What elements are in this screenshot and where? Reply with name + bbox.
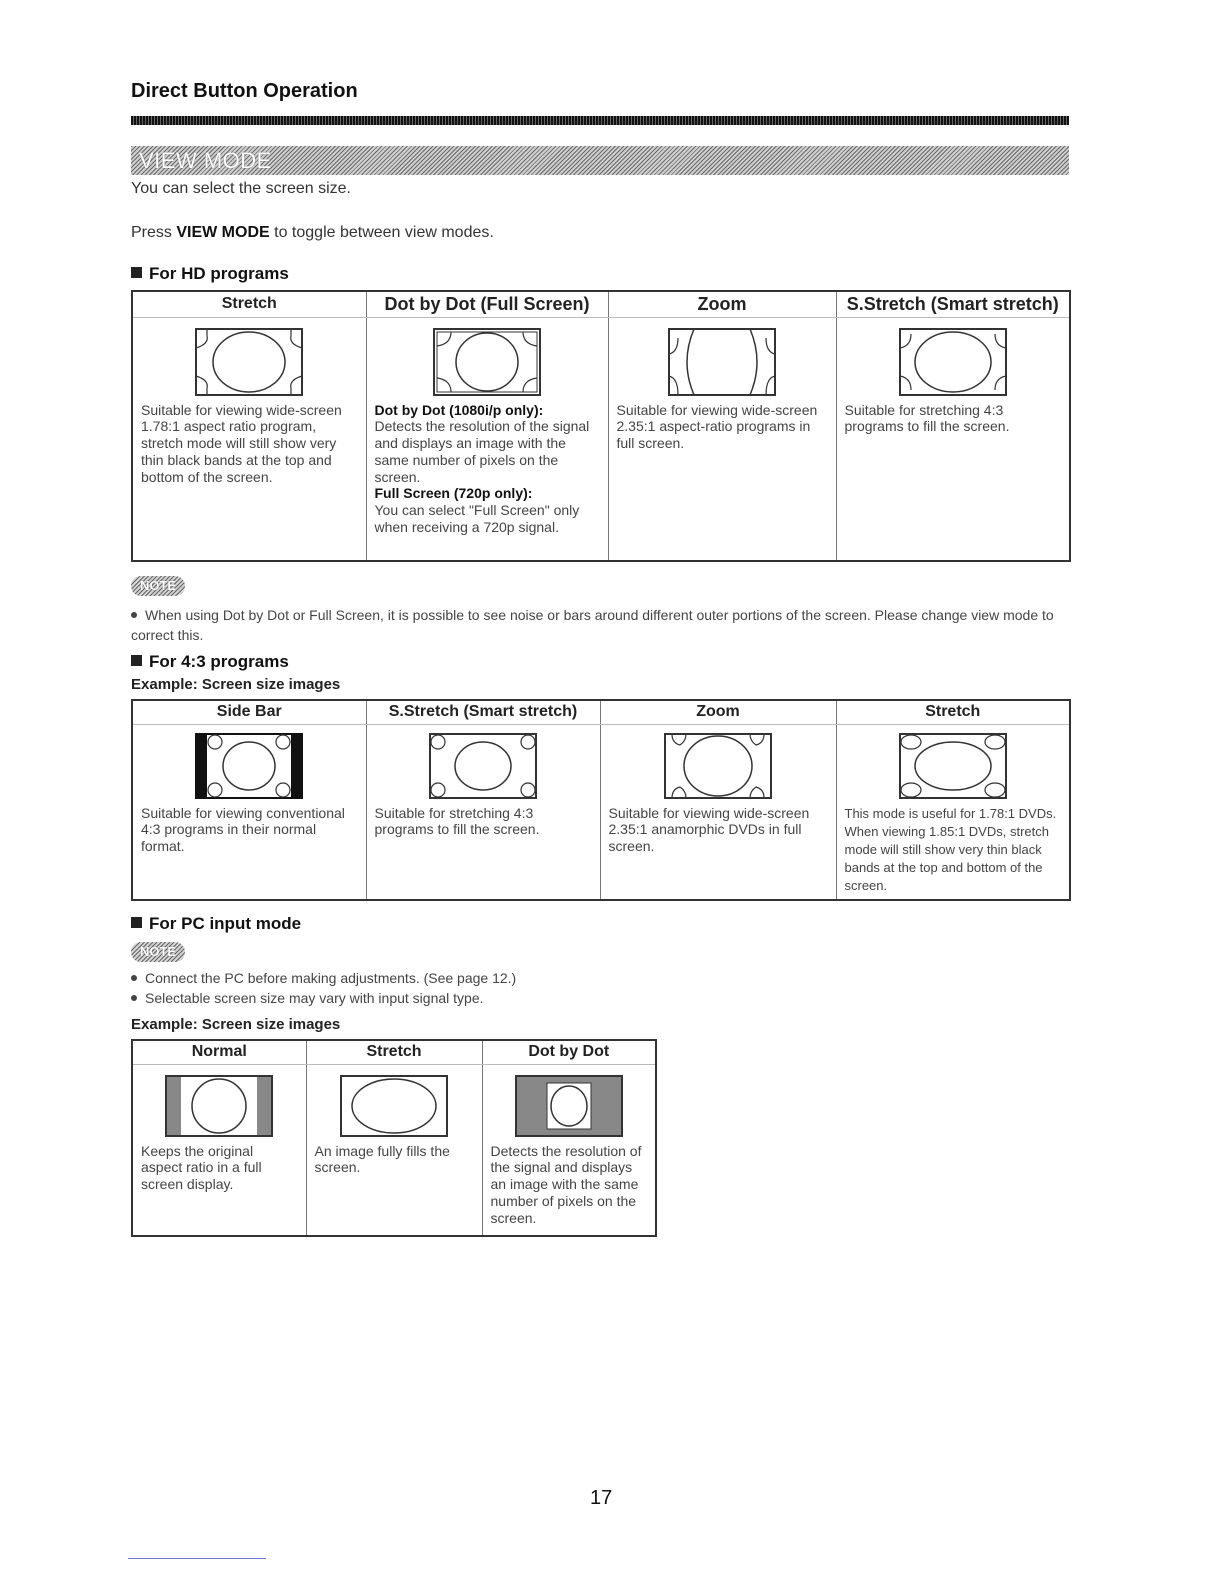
full-screen-subhead: Full Screen (720p only): xyxy=(374,485,533,502)
footer-rule xyxy=(128,1558,266,1559)
hd-modes-table xyxy=(131,290,1071,562)
hd-cell-zoom xyxy=(608,317,836,561)
sd-col-zoom: Zoom xyxy=(600,700,836,724)
hd-programs-label: For HD programs xyxy=(149,264,289,283)
hd-col-stretch: Stretch xyxy=(132,291,366,317)
view-mode-button-label: VIEW MODE xyxy=(176,224,270,241)
pc-mode-heading xyxy=(131,914,301,934)
pc-note-badge: NOTE xyxy=(131,942,185,962)
pc-note-2-text: Selectable screen size may vary with input signal type. xyxy=(145,990,484,1006)
stretch-screen-icon xyxy=(195,328,303,396)
sd-programs-heading xyxy=(131,652,289,672)
sd-programs-label: For 4:3 programs xyxy=(149,652,289,671)
hd-col-dot-by-dot: Dot by Dot (Full Screen) xyxy=(366,291,608,317)
pc-cell-normal xyxy=(132,1064,306,1236)
pc-normal-desc: Keeps the original aspect ratio in a full screen display. xyxy=(141,1142,262,1193)
zoom-screen-icon xyxy=(668,328,776,396)
hd-s-stretch-desc: Suitable for stretching 4:3 programs to fill the screen. xyxy=(844,401,1010,435)
side-bar-screen-icon xyxy=(195,733,303,799)
zoom-screen-icon xyxy=(664,733,772,799)
square-bullet-icon xyxy=(131,267,142,278)
hd-stretch-desc: Suitable for viewing wide-screen 1.78:1 aspect ratio program, stretch mode will still show very thin black bands at the top and bottom of the screen. xyxy=(141,401,342,485)
hd-col-zoom: Zoom xyxy=(608,291,836,317)
sd-cell-stretch xyxy=(836,724,1070,900)
dot-by-dot-screen-icon xyxy=(433,328,541,396)
instruction-prefix: Press xyxy=(131,224,177,241)
normal-screen-icon xyxy=(165,1075,273,1137)
section-title: VIEW MODE xyxy=(139,148,272,173)
note-badge: NOTE xyxy=(131,576,185,596)
pc-note-1 xyxy=(131,969,516,988)
pc-col-dot-by-dot: Dot by Dot xyxy=(482,1040,656,1064)
sd-s-stretch-desc: Suitable for stretching 4:3 programs to fill the screen. xyxy=(374,804,540,838)
sd-cell-side-bar xyxy=(132,724,366,900)
page-number: 17 xyxy=(590,1487,613,1509)
note-text xyxy=(131,605,1071,645)
note-text-body: When using Dot by Dot or Full Screen, it is possible to see noise or bars around different outer portions of the screen. Please change view mode to correct this. xyxy=(131,607,1054,643)
sd-col-s-stretch: S.Stretch (Smart stretch) xyxy=(366,700,600,724)
hd-col-s-stretch: S.Stretch (Smart stretch) xyxy=(836,291,1070,317)
hd-cell-stretch xyxy=(132,317,366,561)
sd-zoom-desc: Suitable for viewing wide-screen 2.35:1 anamorphic DVDs in full screen. xyxy=(608,804,810,855)
heading-rule xyxy=(131,116,1069,125)
sd-modes-table xyxy=(131,699,1071,901)
hd-zoom-desc: Suitable for viewing wide-screen 2.35:1 aspect-ratio programs in full screen. xyxy=(616,401,818,452)
pc-note-2 xyxy=(131,989,484,1008)
bullet-icon xyxy=(131,975,137,981)
sd-col-side-bar: Side Bar xyxy=(132,700,366,724)
sd-side-bar-desc: Suitable for viewing conventional 4:3 programs in their normal format. xyxy=(141,804,345,855)
pc-cell-dot-by-dot xyxy=(482,1064,656,1236)
stretch-screen-icon xyxy=(340,1075,448,1137)
bullet-icon xyxy=(131,612,137,618)
pc-stretch-desc: An image fully fills the screen. xyxy=(314,1142,450,1176)
sd-col-stretch: Stretch xyxy=(836,700,1070,724)
intro-text: You can select the screen size. xyxy=(131,180,351,197)
square-bullet-icon xyxy=(131,917,142,928)
instruction-text xyxy=(131,224,494,242)
section-banner xyxy=(131,146,1069,175)
dot-by-dot-screen-icon xyxy=(515,1075,623,1137)
sd-cell-zoom xyxy=(600,724,836,900)
sd-cell-s-stretch xyxy=(366,724,600,900)
sd-example-label: Example: Screen size images xyxy=(131,676,341,693)
pc-mode-label: For PC input mode xyxy=(149,914,302,933)
hd-programs-heading xyxy=(131,264,289,284)
instruction-suffix: to toggle between view modes. xyxy=(269,224,494,241)
pc-col-stretch: Stretch xyxy=(306,1040,482,1064)
pc-note-1-text: Connect the PC before making adjustments. (See page 12.) xyxy=(145,970,517,986)
hd-cell-dot-by-dot xyxy=(366,317,608,561)
full-screen-text: You can select "Full Screen" only when receiving a 720p signal. xyxy=(374,502,580,536)
dot-by-dot-text: Detects the resolution of the signal and displays an image with the same number of pixels on the screen. xyxy=(374,418,590,485)
pc-dot-by-dot-desc: Detects the resolution of the signal and displays an image with the same number of pixels on the screen. xyxy=(490,1142,642,1226)
pc-modes-table xyxy=(131,1039,657,1237)
pc-cell-stretch xyxy=(306,1064,482,1236)
hd-dot-by-dot-desc xyxy=(375,402,600,536)
smart-stretch-screen-icon xyxy=(899,328,1007,396)
pc-col-normal: Normal xyxy=(132,1040,306,1064)
sd-stretch-desc: This mode is useful for 1.78:1 DVDs. When viewing 1.85:1 DVDs, stretch mode will still show very thin black bands at the top and bottom of the screen. xyxy=(844,805,1057,893)
hd-cell-s-stretch xyxy=(836,317,1070,561)
page-heading: Direct Button Operation xyxy=(131,80,358,102)
bullet-icon xyxy=(131,995,137,1001)
smart-stretch-screen-icon xyxy=(429,733,537,799)
dot-by-dot-subhead: Dot by Dot (1080i/p only): xyxy=(374,401,544,418)
pc-example-label: Example: Screen size images xyxy=(131,1016,341,1033)
square-bullet-icon xyxy=(131,655,142,666)
stretch-screen-icon xyxy=(899,733,1007,799)
